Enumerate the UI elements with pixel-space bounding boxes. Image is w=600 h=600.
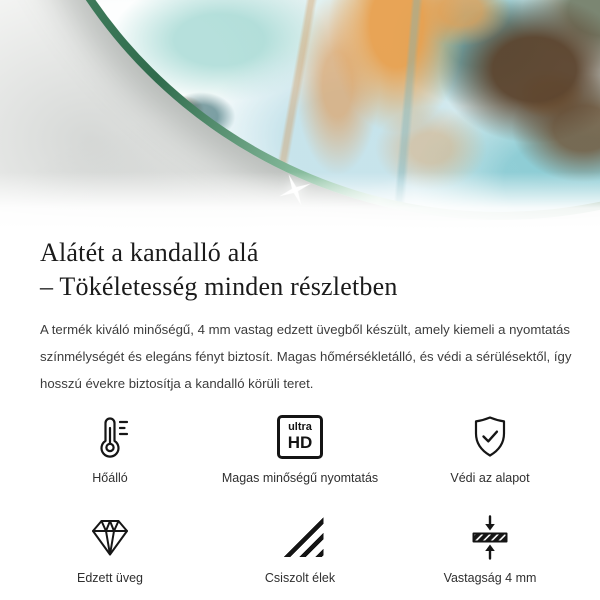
feature-thickness bbox=[395, 511, 585, 585]
diamond-icon bbox=[86, 511, 134, 563]
feature-label: Edzett üveg bbox=[76, 570, 143, 585]
content-area bbox=[0, 230, 600, 585]
title-line2: – Tökéletesség minden részletben bbox=[40, 271, 398, 301]
feature-polished-edges bbox=[205, 511, 395, 585]
feature-label: Magas minőségű nyomtatás bbox=[221, 470, 379, 485]
ultra-hd-badge-line1: ultra bbox=[288, 421, 312, 434]
feature-label: Vastagság 4 mm bbox=[443, 570, 537, 585]
thickness-icon bbox=[466, 511, 514, 563]
title-line1: Alátét a kandalló alá bbox=[40, 238, 259, 267]
feature-label: Hőálló bbox=[92, 470, 128, 485]
polished-edges-icon bbox=[277, 511, 324, 563]
ultra-hd-badge-line2: HD bbox=[287, 433, 313, 453]
feature-label: Védi az alapot bbox=[450, 470, 530, 485]
ultra-hd-icon bbox=[277, 411, 323, 463]
thermometer-icon bbox=[86, 411, 134, 463]
feature-protects-base bbox=[395, 411, 585, 485]
feature-high-quality-print bbox=[205, 411, 395, 485]
feature-heat-resistant bbox=[15, 411, 205, 485]
page-title bbox=[40, 236, 560, 304]
feature-label: Csiszolt élek bbox=[264, 570, 336, 585]
feature-grid bbox=[50, 411, 550, 585]
feature-tempered-glass bbox=[15, 511, 205, 585]
shield-check-icon bbox=[466, 411, 514, 463]
product-photo bbox=[0, 0, 600, 230]
photo-bottom-fade bbox=[0, 172, 600, 230]
product-description: A termék kiváló minőségű, 4 mm vastag edzett üvegből készült, amely kiemeli a nyomtatás színmélységét és elegáns fényt biztosít. Magas hőmérsékletálló, és védi a sérülésektől, így hosszú évekre biztosítja a kandalló körüli teret. bbox=[40, 321, 572, 391]
